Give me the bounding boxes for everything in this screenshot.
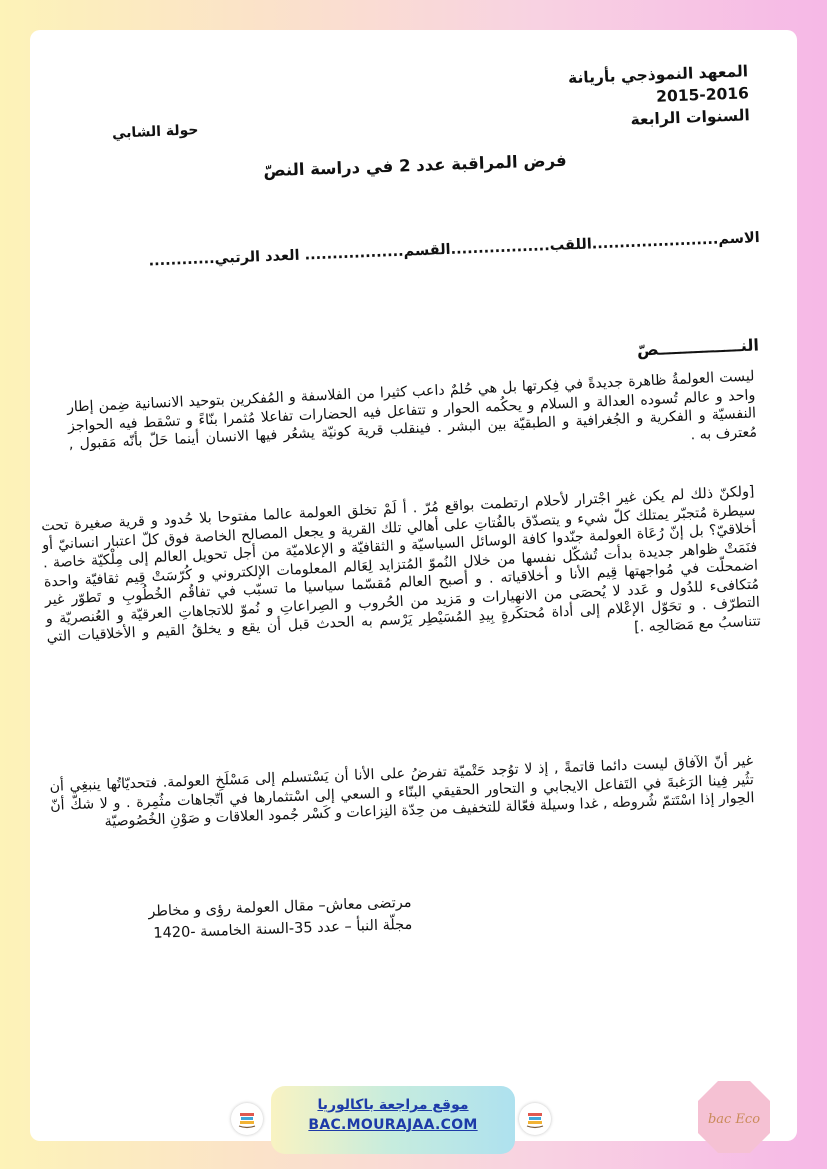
institute-name: المعهد النموذجي بأريانة <box>567 62 749 88</box>
bac-eco-badge <box>694 1077 774 1157</box>
source-citation <box>51 892 412 949</box>
school-year: 2015-2016 <box>655 84 750 106</box>
site-url[interactable]: BAC.MOURAJAA.COM <box>308 1117 478 1133</box>
exam-title: فرض المراقبة عدد 2 في دراسة النصّ <box>263 150 567 181</box>
paragraph-3: غير أنّ الآفاق ليست دائما قاتمةً , إذ لا توُجد حَتْميّة تفرضُ على الأنا أن يَسْتسلم إلى مَسْلَخِ العولمة. فتحديّاتُها ينبغِي أن تثُير فِينا الرَغبةَ في التَفاعل الايجابي و التحاور الحقيقي البنّاء و السعي إلى اسْتثمارها في اتّجاهات مثُمِرة . و لا شكّ أنّ الحِوار إذا اسْتَتمّ شُروطه , غدا وسيلة فعّالة للتخفيف من حِدّة النِزاعات و كَسْر جُمود العلاقات و صَوْنِ الخُصُوصيّة <box>49 753 755 830</box>
site-logo-icon <box>231 1103 263 1135</box>
text-heading: النـــــــــــــــصّ <box>636 335 760 360</box>
site-logo-icon <box>519 1103 551 1135</box>
teacher-name: حولة الشابي <box>111 122 199 142</box>
site-link-box[interactable] <box>271 1086 515 1154</box>
institute-header <box>448 60 750 137</box>
site-name-arabic[interactable]: موقع مراجعة باكالوريا <box>317 1097 469 1113</box>
class-level: السنوات الرابعة <box>630 106 751 129</box>
paragraph-2: [ولكنّ ذلك لم يكن غير اجْترار لأحلام ارتطمت بواقع مُرّ . أ لَمْ تخلق العولمة عالما مفتوحا بلا حُدود و قرية صغيرة تحت سيطرة مُتجبّر يمتلك كلّ شيء و يتصدّق بالفُتاتِ على أهالي تلك القرية و يجعل المصالح الخاصة فوق كلّ اعتبار انسانيّ أو أخلاقيّ؟ بل إنّ رُعَاة العولمة جنّدوا كافة الوسائل السياسيّة و الثقافيّة و الإعلاميّة من أجل تحويل العالم إلى مِلْكيّة خاصة . فنَمَتْ ظواهر جديدة بدأت تُشكّل نفسها من خلال النُموّ المُتزايد لِعَالم المعلومات الإلكتروني و كُرّسَتْ قِيم ثقافيّة واحدة اضمحلّت في مُواجهتها قِيم الأنا و أخلاقياته . و أصبح العالم مُقسّما سياسيا ما تسبّب في تفاقُم الخُطُوبِ و تَطوّر غير مُتكافىء للدُول و عَدد لا يُحصَى من الانهيارات و مَزيد من الحُروب و الصِراعاتِ و نُموّ للاتجاهاتِ العرقيّة و العُنصريّة و التطرّف . و تحَوّل الإعْلام إلى أداة مُحتكَرةٍ بِيدِ المُسَيْطِر يَرْسم به الحدث قبل أن يقع و يخلقُ القيم و الأخلاقيات التي تتناسبُ مع مَصَالحِه .] <box>40 483 762 646</box>
exam-sheet <box>30 30 797 1141</box>
source-journal: مجلّة النبأ – عدد 35-السنة الخامسة -1420 <box>153 916 413 942</box>
source-author: مرتضى معاش– مقال العولمة رؤى و مخاطر <box>148 894 412 920</box>
student-info-fields: الاسم.......................اللقب..................القسم.................. العدد الرتبي............ <box>148 229 761 270</box>
bac-eco-label: bac Eco <box>707 1112 761 1127</box>
paragraph-1: ليست العولمةُ ظاهرة جديدةً في فِكرتها بل هي حُلمٌ داعب كثيرا من الفلاسفة و المُفكرين بتوحيد الانسانية ضِمن إطار واحد و عالم تُسوده العدالة و السلام و يحكُمه الحوار و تتفاعل فيه الحضارات تفاعلا مُثمرا بنّاءً و تسْقط فيه الحواجز النفسيّة و الفكرية و الجُغرافية و الطبقيّة بين البشر . فينقلب قرية كونيّة يشعُر فيها الانسان أينما حَلّ بأنّه مَقبول , مُعترف به . <box>66 368 758 453</box>
